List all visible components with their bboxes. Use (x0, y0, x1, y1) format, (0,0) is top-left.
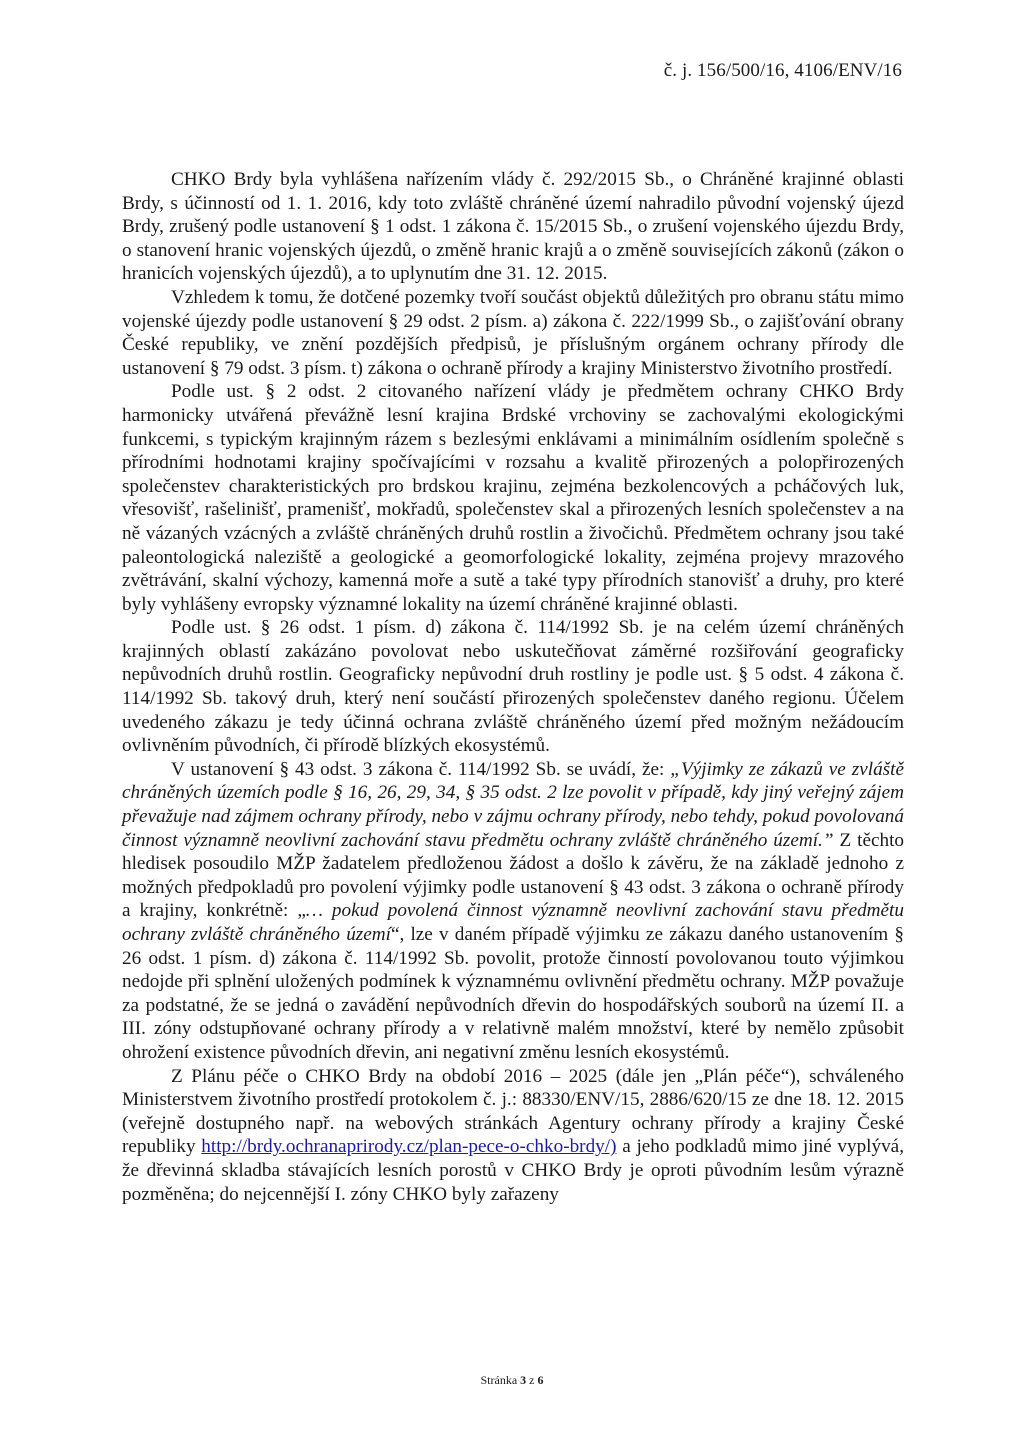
exception-assessment-text: Z těchto hledisek posoudilo MŽP žadatelem předloženou žádost a došlo k závěru, že na základě jednoho z možných předpokladů pro povolení výjimky podle ustanovení § 43 odst. 3 zákona o ochraně přírody a krajiny, konkrétně: „ (122, 829, 904, 922)
exception-condition-quotation: … pokud povolená činnost významně neovlivní zachování stavu předmětu ochrany zvláště chráněného území (122, 900, 904, 945)
exception-intro-text: V ustanovení § 43 odst. 3 zákona č. 114/1992 Sb. se uvádí, že: (171, 758, 671, 780)
page-label: Stránka (480, 1373, 521, 1387)
paragraph-chko-declaration: CHKO Brdy byla vyhlášena nařízením vlády č. 292/2015 Sb., o Chráněné krajinné oblasti Brdy, s účinností od 1. 1. 2016, kdy toto zvláště chráněné území nahradilo původní vojenský újezd Brdy, zrušený podle ustanovení § 1 odst. 1 zákona č. 15/2015 Sb., o zrušení vojenského újezdu Brdy, o stanovení hranic vojenských újezdů, o změně hranic krajů a o změně souvisejících zákonů (zákon o hranicích vojenských újezdů), a to uplynutím dne 31. 12. 2015. (122, 169, 904, 285)
care-plan-intro-text: Z Plánu péče o CHKO Brdy na období 2016 – 2025 (dále jen „Plán péče“), schváleného Ministerstvem životního prostředí protokolem č. j.: 88330/ENV/15, 2886/620/15 ze dne 18. 12. 2015 (veřejně dostupného např. na webových stránkách Agentury ochrany přírody a krajiny České republiky (122, 1065, 904, 1158)
paragraph-protection-subject: Podle ust. § 2 odst. 2 citovaného nařízení vlády je předmětem ochrany CHKO Brdy harmonicky utvářená převážně lesní krajina Brdské vrchoviny se zachovalými ekologickými funkcemi, s typickým krajinným rázem s bezlesými enklávami a minimálním osídlením společně s přírodními hodnotami krajiny spočívajícími v rozsahu a kvalitě přirozených a polopřirozených společenstev charakteristických pro brdskou krajinu, zejména bezkolencových a pcháčových luk, vřesovišť, rašelinišť, pramenišť, mokřadů, společenstev skal a přirozených lesních společenstev a na ně vázaných vzácných a zvláště chráněných druhů rostlin a živočichů. Předmětem ochrany jsou také paleontologická naleziště a geologické a geomorfologické lokality, zejména projevy mrazového zvětrávání, skalní výchozy, kamenná moře a sutě a také typy přírodních stanovišť a druhy, pro které byly vyhlášeny evropsky významné lokality na území chráněné krajinné oblasti. (122, 381, 904, 615)
page-separator: z (526, 1373, 538, 1387)
paragraph-care-plan (122, 1065, 904, 1207)
paragraph-competent-authority: Vzhledem k tomu, že dotčené pozemky tvoří součást objektů důležitých pro obranu státu mimo vojenské újezdy podle ustanovení § 29 odst. 2 písm. a) zákona č. 222/1999 Sb., o zajišťování obrany České republiky, ve znění pozdějších předpisů, je příslušným orgánem ochrany přírody dle ustanovení § 79 odst. 3 písm. t) zákona o ochraně přírody a krajiny Ministerstvo životního prostředí. (122, 286, 904, 379)
page-total: 6 (537, 1373, 544, 1387)
paragraph-prohibition: Podle ust. § 26 odst. 1 písm. d) zákona č. 114/1992 Sb. je na celém území chráněných krajinných oblastí zakázáno povolovat nebo uskutečňovat záměrné rozšiřování geograficky nepůvodních druhů rostlin. Geograficky nepůvodní druh rostliny je podle ust. § 5 odst. 4 zákona č. 114/1992 Sb. takový druh, který není součástí přirozených společenstev daného regionu. Účelem uvedeného zákazu je tedy účinná ochrana zvláště chráněného území před možným nežádoucím ovlivněním původních, či přírodě blízkých ekosystémů. (122, 617, 904, 757)
exception-conclusion-text: “, lze v daném případě výjimku ze zákazu daného ustanovením § 26 odst. 1 písm. d) zákona č. 114/1992 Sb. povolit, protože činností povolovanou touto výjimkou nedojde při splnění uložených podmínek k významnému ovlivnění předmětu ochrany. MŽP považuje za podstatné, že se jedná o zavádění nepůvodních dřevin do hospodářských souborů na území II. a III. zóny odstupňované ochrany přírody a v relativně malém množství, které by nemělo způsobit ohrožení existence původních dřevin, ani negativní změnu lesních ekosystémů. (122, 924, 904, 1063)
page-current: 3 (520, 1373, 527, 1387)
law-quotation: „Výjimky ze zákazů ve zvláště chráněných územích podle § 16, 26, 29, 34, § 35 odst. 2 lze povolit v případě, kdy jiný veřejný zájem převažuje nad zájmem ochrany přírody, nebo v zájmu ochrany přírody, nebo tehdy, pokud povolovaná činnost významně neovlivní zachování stavu předmětu ochrany zvláště chráněného území.” (122, 758, 904, 851)
paragraph-exception-assessment (122, 758, 904, 1065)
document-body (122, 168, 904, 1206)
care-plan-continuation-text: a jeho podkladů mimo jiné vyplývá, že dřevinná skladba stávajících lesních porostů v CHKO Brdy je oproti původním lesům výrazně pozměněna; do nejcennější I. zóny CHKO byly zařazeny (122, 1136, 904, 1205)
care-plan-link[interactable]: http://brdy.ochranaprirody.cz/plan-pece-o-chko-brdy/) (201, 1136, 617, 1158)
page-number-footer (0, 1373, 1024, 1388)
document-reference-number: č. j. 156/500/16, 4106/ENV/16 (663, 60, 902, 81)
